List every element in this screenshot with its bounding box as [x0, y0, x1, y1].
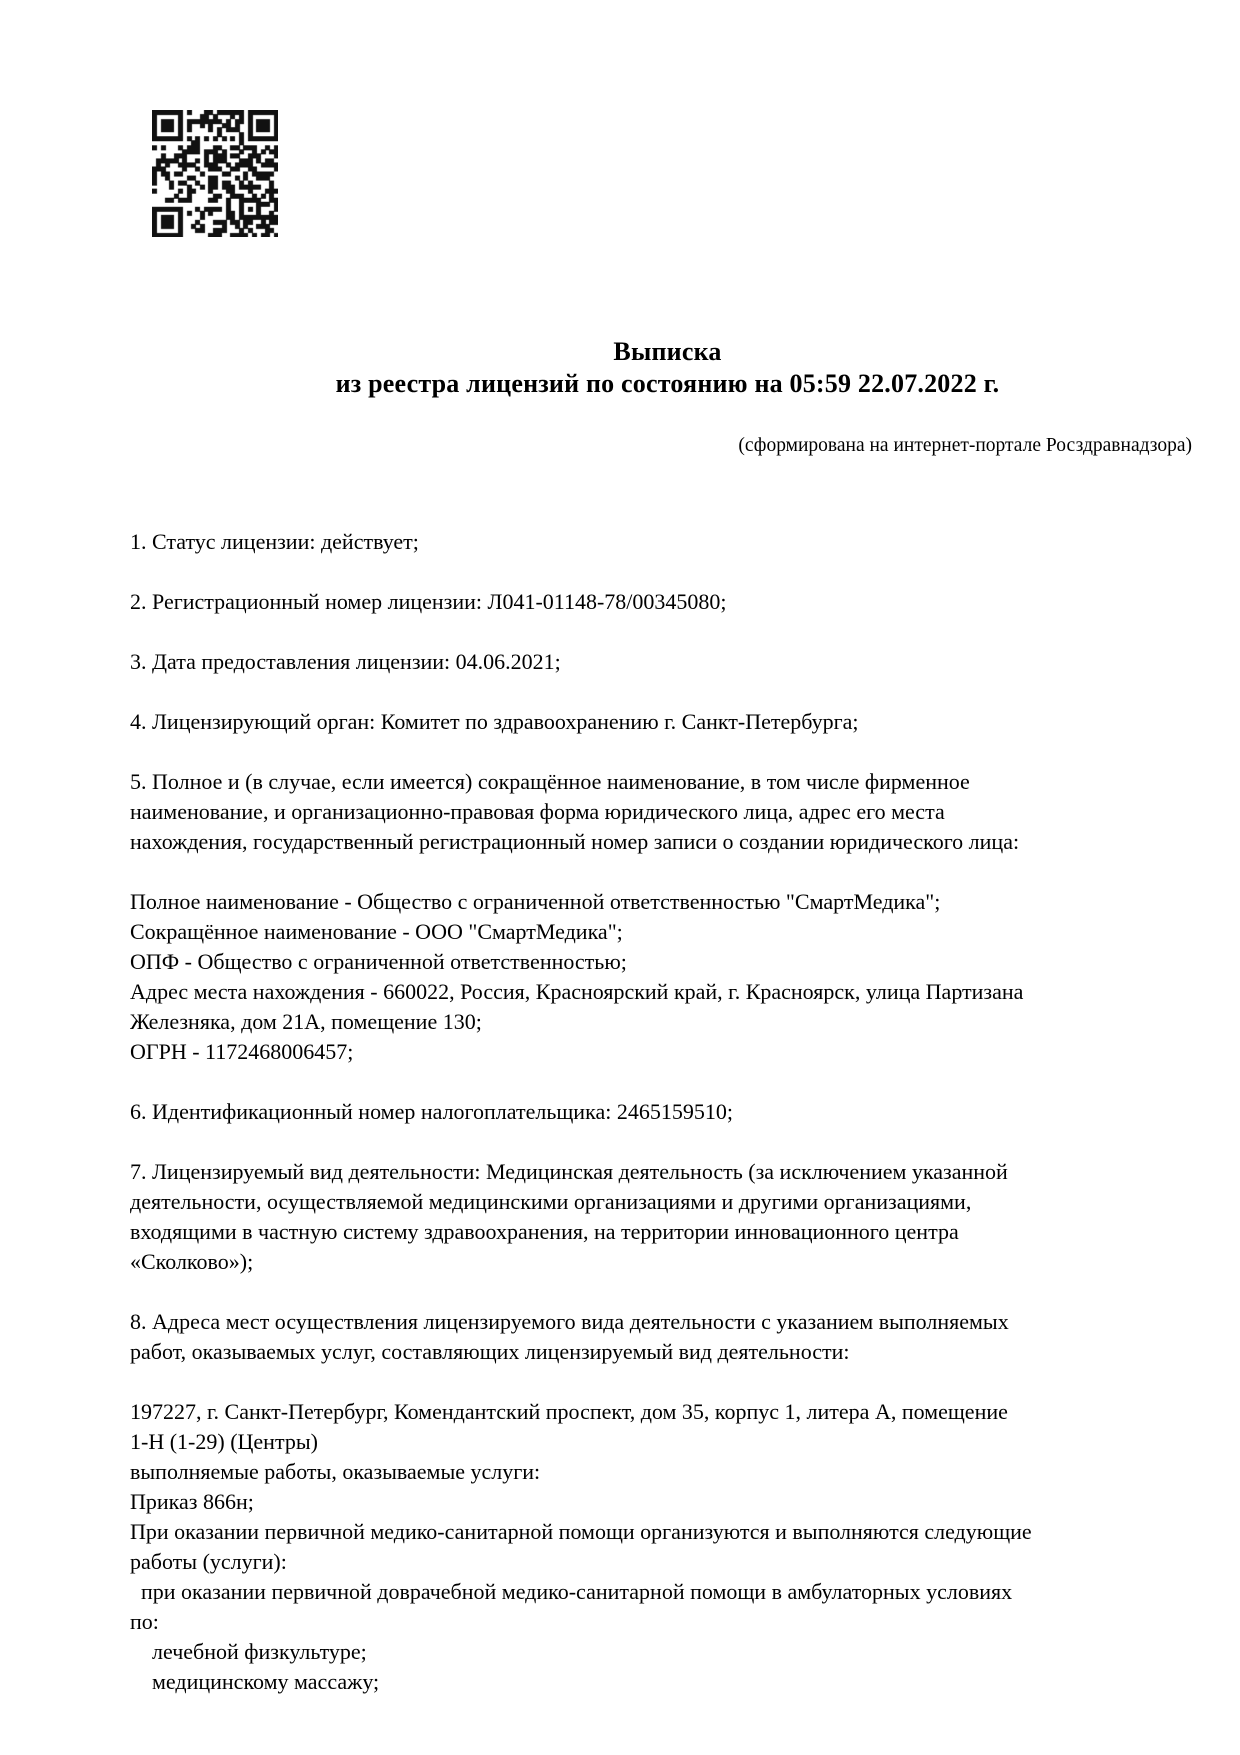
text-line: 5. Полное и (в случае, если имеется) сокращённое наименование, в том числе фирменное	[130, 769, 970, 794]
document-subtitle: (сформирована на интернет-портале Росздравнадзора)	[738, 435, 1192, 456]
item-5-organization-intro	[130, 767, 1208, 857]
text-line: наименование, и организационно-правовая форма юридического лица, адрес его места	[130, 799, 945, 824]
text-line: 2. Регистрационный номер лицензии: Л041-01148-78/00345080;	[130, 589, 727, 614]
text-line: 7. Лицензируемый вид деятельности: Медицинская деятельность (за исключением указанной	[130, 1159, 1008, 1184]
text-line: Приказ 866н;	[130, 1489, 254, 1514]
document-title-line1: Выписка	[613, 337, 722, 366]
text-line: 1-Н (1-29) (Центры)	[130, 1429, 318, 1454]
item-8-address-details	[130, 1397, 1208, 1697]
text-line: работы (услуги):	[130, 1549, 287, 1574]
text-line: медицинскому массажу;	[130, 1669, 380, 1694]
document-body	[130, 527, 1208, 1697]
text-line: 197227, г. Санкт-Петербург, Комендантский проспект, дом 35, корпус 1, литера А, помещение	[130, 1399, 1008, 1424]
text-line: нахождения, государственный регистрационный номер записи о создании юридического лица:	[130, 829, 1020, 854]
qr-code-image	[152, 110, 278, 237]
text-line: Полное наименование - Общество с ограниченной ответственностью "СмартМедика";	[130, 889, 941, 914]
item-3-grant-date	[130, 647, 1208, 677]
text-line: выполняемые работы, оказываемые услуги:	[130, 1459, 541, 1484]
text-line: «Сколково»);	[130, 1249, 254, 1274]
text-line: Железняка, дом 21А, помещение 130;	[130, 1009, 482, 1034]
text-line: 4. Лицензирующий орган: Комитет по здравоохранению г. Санкт-Петербурга;	[130, 709, 859, 734]
text-line: Сокращённое наименование - ООО "СмартМедика";	[130, 919, 623, 944]
text-line: ОПФ - Общество с ограниченной ответственностью;	[130, 949, 627, 974]
document-title-line2: из реестра лицензий по состоянию на 05:59 22.07.2022 г.	[335, 369, 1000, 398]
text-line: 8. Адреса мест осуществления лицензируемого вида деятельности с указанием выполняемых	[130, 1309, 1009, 1334]
text-line: При оказании первичной медико-санитарной помощи организуются и выполняются следующие	[130, 1519, 1032, 1544]
item-1-status	[130, 527, 1208, 557]
text-line: по:	[130, 1609, 159, 1634]
text-line: Адрес места нахождения - 660022, Россия, Красноярский край, г. Красноярск, улица Партизана	[130, 979, 1024, 1004]
item-5-organization-details	[130, 887, 1208, 1067]
document-title	[130, 336, 1205, 400]
text-line: при оказании первичной доврачебной медико-санитарной помощи в амбулаторных условиях	[130, 1579, 1013, 1604]
item-2-registration-number	[130, 587, 1208, 617]
text-line: 6. Идентификационный номер налогоплательщика: 2465159510;	[130, 1099, 733, 1124]
item-7-licensed-activity	[130, 1157, 1208, 1277]
item-4-licensing-authority	[130, 707, 1208, 737]
qr-code	[152, 110, 278, 237]
text-line: деятельности, осуществляемой медицинскими организациями и другими организациями,	[130, 1189, 972, 1214]
text-line: лечебной физкультуре;	[130, 1639, 367, 1664]
text-line: ОГРН - 1172468006457;	[130, 1039, 354, 1064]
item-8-addresses-intro	[130, 1307, 1208, 1367]
text-line: входящими в частную систему здравоохранения, на территории инновационного центра	[130, 1219, 959, 1244]
text-line: 3. Дата предоставления лицензии: 04.06.2021;	[130, 649, 561, 674]
text-line: работ, оказываемых услуг, составляющих лицензируемый вид деятельности:	[130, 1339, 850, 1364]
text-line: 1. Статус лицензии: действует;	[130, 529, 419, 554]
item-6-inn	[130, 1097, 1208, 1127]
